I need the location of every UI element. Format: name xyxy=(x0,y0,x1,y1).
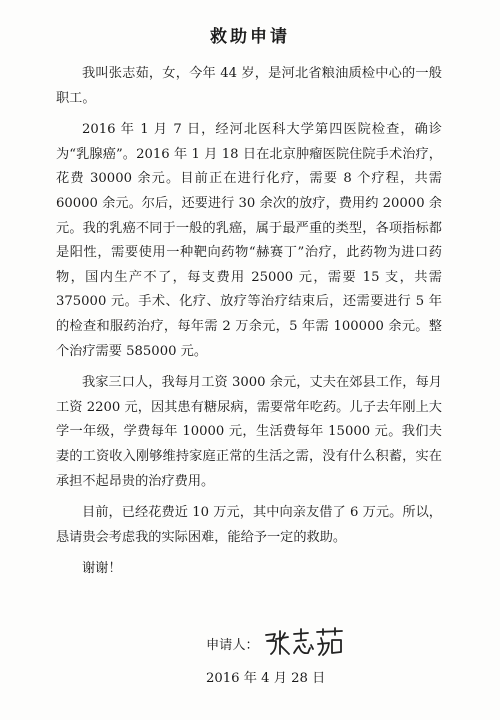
paragraph-family: 我家三口人，我每月工资 3000 余元，丈夫在郊县工作，每月工资 2200 元，因其患有糖尿病，需要常年吃药。儿子去年刚上大学一年级，学费每年 10000 元，生活费每年 15000 元。我们夫妻的工资收入刚够维持家庭正常的生活之需，没有什么积蓄，实在承担不起昂贵的治疗费用。 xyxy=(56,375,442,489)
document-title: 救助申请 xyxy=(210,27,290,47)
paragraph-intro: 我叫张志茹，女，今年 44 岁，是河北省粮油质检中心的一般职工。 xyxy=(56,66,442,106)
applicant-line xyxy=(206,626,345,660)
paragraph-medical: 2016 年 1 月 7 日，经河北医科大学第四医院检查，确诊为“乳腺癌”。2016 年 1 月 18 日在北京肿瘤医院住院手术治疗，花费 30000 余元。目前正在进行化疗，需要 8 个疗程，共需 60000 余元。尔后，还要进行 30 余次的放疗，费用约 20000 余元。我的乳癌不同于一般的乳癌，属于最严重的类型，各项指标都是阳性，需要使用一种靶向药物“赫赛丁”治疗，此药物为进口药物，国内生产不了，每支费用 25000 元，需要 15 支，共需 375000 元。手术、化疗、放疗等治疗结束后，还需要进行 5 年的检查和服药治疗，每年需 2 万余元，5 年需 100000 余元。整个治疗需要 585000 元。 xyxy=(56,122,442,359)
thanks-line: 谢谢！ xyxy=(82,561,122,577)
applicant-label: 申请人： xyxy=(206,637,259,653)
document-body xyxy=(56,62,442,589)
document-date: 2016 年 4 月 28 日 xyxy=(206,671,326,686)
paragraph-request: 目前，已经花费近 10 万元，其中向亲友借了 6 万元。所以，恳请贵会考虑我的实际困难，能给予一定的救助。 xyxy=(56,505,442,545)
handwritten-signature xyxy=(263,626,345,660)
